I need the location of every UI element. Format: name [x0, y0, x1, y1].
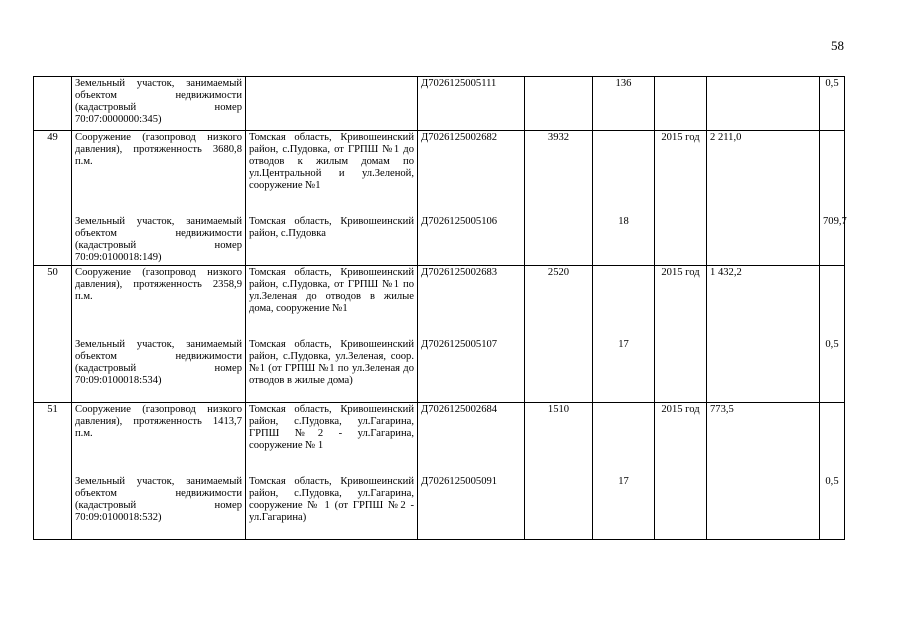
row-number	[34, 77, 72, 131]
object-address-cell	[246, 403, 418, 540]
cell-spacer	[249, 192, 414, 216]
registry-code: Д7026125005091	[421, 476, 498, 487]
registry-code-cell	[418, 77, 525, 131]
registry-code-cell	[418, 266, 525, 403]
table-row	[34, 403, 845, 540]
length-value: 2520	[547, 267, 570, 278]
cell-spacer	[823, 132, 841, 216]
registry-code: Д7026125002682	[421, 132, 498, 143]
length-value-cell	[525, 403, 593, 540]
area-value-cell	[593, 77, 655, 131]
cell-spacer	[528, 416, 589, 476]
length-value-cell	[525, 131, 593, 266]
registry-code: Д7026125005107	[421, 339, 498, 350]
cost-value: 2 211,0	[710, 132, 742, 143]
object-name: Сооружение (газопровод низкого давления), протяженность 3680,8 п.м.	[75, 132, 242, 167]
cost-value-cell	[707, 77, 820, 131]
area-value: 136	[615, 78, 632, 89]
object-name: Земельный участок, занимаемый объектом недвижимости (кадастровый номер 70:09:0100018:534)	[75, 339, 242, 386]
object-address: Томская область, Кривошеинский район, с.Пудовка, от ГРПШ №1 по ул.Зеленая до отводов в жилые дома, сооружение №1	[249, 267, 414, 314]
object-name: Земельный участок, занимаемый объектом недвижимости (кадастровый номер 70:09:0100018:532)	[75, 476, 242, 523]
land-value: 709,7	[823, 216, 847, 227]
row-number: 50	[34, 266, 72, 403]
cell-spacer	[823, 404, 841, 476]
registry-code: Д7026125005111	[421, 78, 497, 89]
area-value: 17	[618, 476, 629, 487]
registry-body	[34, 77, 845, 540]
area-value-cell	[593, 266, 655, 403]
page-number: 58	[831, 38, 844, 53]
cell-spacer	[823, 267, 841, 339]
cell-spacer	[710, 279, 816, 339]
cost-value-cell	[707, 131, 820, 266]
length-value: 3932	[547, 132, 570, 143]
land-value-cell	[820, 131, 845, 266]
object-name: Земельный участок, занимаемый объектом недвижимости (кадастровый номер 70:09:0100018:149)	[75, 216, 242, 263]
cost-value-cell	[707, 266, 820, 403]
registry-code-cell	[418, 403, 525, 540]
row-number: 49	[34, 131, 72, 266]
cell-spacer	[528, 144, 589, 216]
year-value: 2015 год	[661, 132, 700, 143]
cell-spacer	[658, 144, 703, 216]
cost-value: 1 432,2	[710, 267, 742, 278]
land-value-cell	[820, 77, 845, 131]
cell-spacer	[249, 315, 414, 339]
cell-spacer	[658, 416, 703, 476]
registry-code-cell	[418, 131, 525, 266]
land-value-cell	[820, 403, 845, 540]
cell-spacer	[75, 168, 242, 216]
object-name: Сооружение (газопровод низкого давления), протяженность 2358,9 п.м.	[75, 267, 242, 302]
cell-spacer	[710, 144, 816, 216]
cell-spacer	[596, 267, 651, 339]
land-value: 0,5	[825, 476, 839, 487]
year-value-cell	[655, 266, 707, 403]
year-value: 2015 год	[661, 267, 700, 278]
object-address-cell	[246, 77, 418, 131]
object-name: Земельный участок, занимаемый объектом недвижимости (кадастровый номер 70:07:0000000:345)	[75, 78, 242, 125]
cell-spacer	[596, 404, 651, 476]
registry-code: Д7026125002683	[421, 267, 498, 278]
land-value: 0,5	[825, 78, 839, 89]
row-number: 51	[34, 403, 72, 540]
registry-code: Д7026125002684	[421, 404, 498, 415]
cell-spacer	[75, 440, 242, 476]
object-address: Томская область, Кривошеинский район, с.Пудовка	[249, 216, 414, 239]
area-value-cell	[593, 403, 655, 540]
table-row	[34, 131, 845, 266]
object-name: Сооружение (газопровод низкого давления), протяженность 1413,7 п.м.	[75, 404, 242, 439]
area-value: 18	[618, 216, 629, 227]
land-value-cell	[820, 266, 845, 403]
land-value: 0,5	[825, 339, 839, 350]
object-name-cell	[72, 131, 246, 266]
object-address: Томская область, Кривошеинский район, с.Пудовка, от ГРПШ №1 до отводов к жилым домам по ул.Центральной и ул.Зеленой, сооружение №1	[249, 132, 414, 191]
year-value-cell	[655, 131, 707, 266]
object-name-cell	[72, 266, 246, 403]
length-value-cell	[525, 77, 593, 131]
area-value-cell	[593, 131, 655, 266]
table-row	[34, 266, 845, 403]
cost-value-cell	[707, 403, 820, 540]
cell-spacer	[421, 144, 521, 216]
cell-spacer	[658, 279, 703, 339]
object-address: Томская область, Кривошеинский район, с.Пудовка, ул.Зеленая, соор.№1 (от ГРПШ №1 по ул.Зеленая до отводов в жилые дома)	[249, 339, 414, 386]
cost-value: 773,5	[710, 404, 734, 415]
object-address: Томская область, Кривошеинский район, с.Пудовка, ул.Гагарина, ГРПШ №2 - ул.Гагарина, сооружение № 1	[249, 404, 414, 451]
year-value: 2015 год	[661, 404, 700, 415]
area-value: 17	[618, 339, 629, 350]
table-row	[34, 77, 845, 131]
cell-spacer	[528, 279, 589, 339]
cell-spacer	[75, 303, 242, 339]
length-value-cell	[525, 266, 593, 403]
object-address-cell	[246, 131, 418, 266]
cell-spacer	[710, 416, 816, 476]
cell-spacer	[421, 279, 521, 339]
registry-table	[33, 76, 845, 540]
length-value: 1510	[547, 404, 570, 415]
object-address: Томская область, Кривошеинский район, с.Пудовка, ул.Гагарина, сооружение № 1 (от ГРПШ №2 - ул.Гагарина)	[249, 476, 414, 523]
cell-spacer	[249, 452, 414, 476]
cell-spacer	[421, 416, 521, 476]
object-name-cell	[72, 403, 246, 540]
registry-code: Д7026125005106	[421, 216, 498, 227]
object-address-cell	[246, 266, 418, 403]
cell-spacer	[596, 132, 651, 216]
object-name-cell	[72, 77, 246, 131]
year-value-cell	[655, 403, 707, 540]
year-value-cell	[655, 77, 707, 131]
